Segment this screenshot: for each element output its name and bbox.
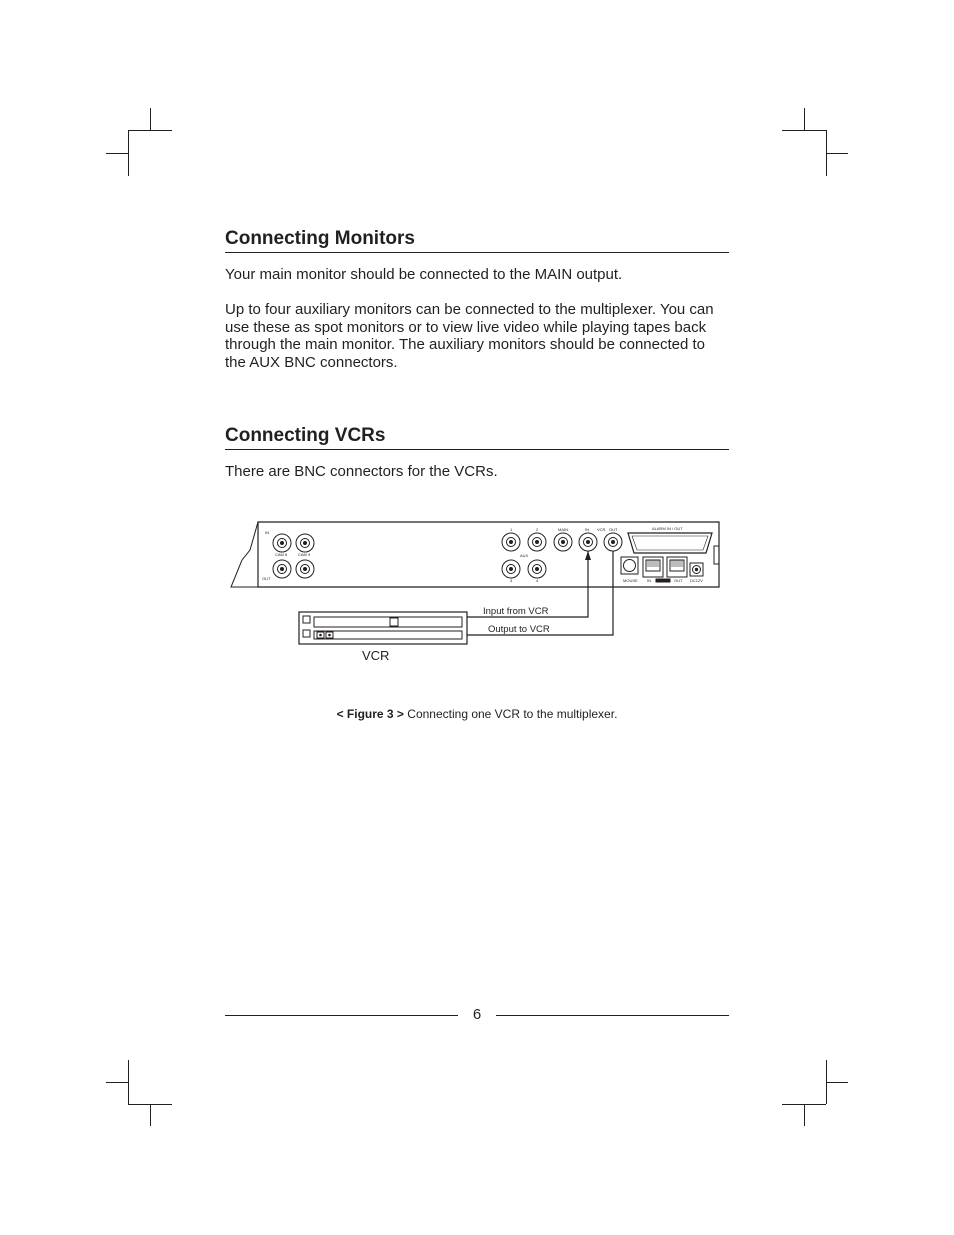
bnc-vcr-in — [579, 533, 597, 551]
label-cam8: CAM 8 — [275, 552, 288, 557]
vcr-device — [299, 612, 467, 644]
label-out: OUT — [262, 576, 271, 581]
label-aux-1: 1 — [510, 527, 513, 532]
footer-rule-left — [225, 1015, 458, 1016]
label-dc: DC12V — [690, 578, 703, 583]
figure-number: < Figure 3 > — [336, 707, 404, 721]
label-main: MAIN — [558, 527, 568, 532]
bnc-aux-2 — [528, 533, 546, 551]
label-alarm: ALARM IN / OUT — [652, 526, 683, 531]
panel-break-edge — [231, 522, 258, 587]
bnc-vcr-out — [604, 533, 622, 551]
bnc-aux-1 — [502, 533, 520, 551]
footer-rule-right — [496, 1015, 729, 1016]
dc-power-jack — [690, 563, 703, 576]
bnc-cam9-in — [296, 534, 314, 552]
rs485-out-jack — [667, 557, 687, 577]
bnc-main — [554, 533, 572, 551]
label-aux-3: 3 — [510, 578, 513, 583]
bnc-aux-3 — [502, 560, 520, 578]
section-heading-vcrs: Connecting VCRs — [225, 425, 729, 450]
label-aux-4: 4 — [536, 578, 539, 583]
monitors-paragraph-2: Up to four auxiliary monitors can be connected to the multiplexer. You can use these as spot monitors or to view live video while playing tapes back through the main monitor. The auxiliary monitors should be connected to the AUX BNC connectors. — [225, 301, 714, 371]
mouse-port — [621, 557, 638, 574]
label-vcr-out: OUT — [609, 527, 618, 532]
bnc-cam8-out — [273, 560, 291, 578]
vcrs-paragraph-1: There are BNC connectors for the VCRs. — [225, 463, 498, 480]
label-vcr: VCR — [597, 527, 606, 532]
rs485-in-jack — [643, 557, 663, 577]
label-vcr-in: IN — [585, 527, 589, 532]
label-rs-in: IN — [647, 578, 651, 583]
alarm-connector — [628, 533, 712, 553]
bnc-cam9-out — [296, 560, 314, 578]
vcr-device-label: VCR — [362, 648, 390, 663]
page-number: 6 — [472, 1006, 482, 1023]
section-heading-monitors: Connecting Monitors — [225, 228, 729, 253]
label-rs-out: OUT — [674, 578, 683, 583]
input-from-vcr-label: Input from VCR — [483, 606, 549, 617]
bnc-cam8-in — [273, 534, 291, 552]
label-mouse: MOUSE — [623, 578, 638, 583]
label-in: IN — [265, 530, 269, 535]
label-cam9: CAM 9 — [298, 552, 311, 557]
bnc-aux-4 — [528, 560, 546, 578]
monitors-paragraph-1: Your main monitor should be connected to the MAIN output. — [225, 266, 623, 283]
label-aux-2: 2 — [536, 527, 539, 532]
cable-output-to-vcr — [467, 551, 613, 635]
figure-caption — [0, 707, 954, 721]
label-aux: AUX — [520, 553, 529, 558]
figure-caption-text: Connecting one VCR to the multiplexer. — [407, 707, 618, 721]
output-to-vcr-label: Output to VCR — [488, 624, 550, 635]
